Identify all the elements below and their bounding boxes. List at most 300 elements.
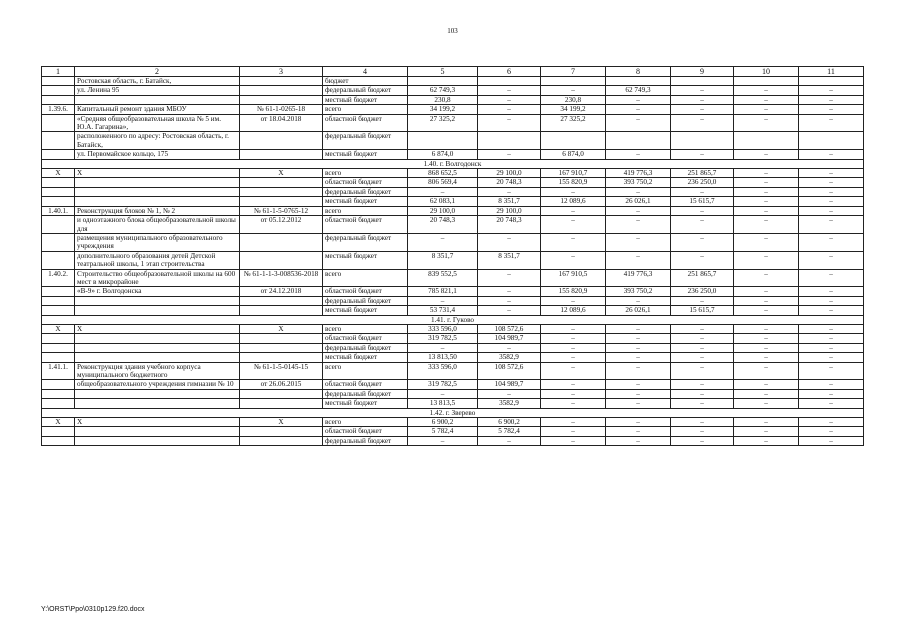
amount-cell: – xyxy=(606,399,671,408)
table-row xyxy=(42,178,864,187)
amount-cell: – xyxy=(478,86,541,95)
amount-cell: – xyxy=(541,343,606,352)
amount-cell: – xyxy=(799,287,864,296)
table-row xyxy=(42,197,864,206)
amount-cell: – xyxy=(799,427,864,436)
amount-cell: – xyxy=(734,233,799,251)
table-body xyxy=(42,77,864,446)
amount-cell: – xyxy=(606,95,671,104)
document-number-cell xyxy=(240,427,323,436)
funding-source-cell: местный бюджет xyxy=(323,353,408,362)
document-number-cell xyxy=(240,132,323,150)
amount-cell: 15 615,7 xyxy=(671,306,734,315)
amount-cell: – xyxy=(734,178,799,187)
amount-cell: – xyxy=(478,436,541,445)
amount-cell: 319 782,5 xyxy=(408,380,478,389)
amount-cell: 34 199,2 xyxy=(541,105,606,114)
funding-source-cell: всего xyxy=(323,362,408,380)
table-row xyxy=(42,169,864,178)
document-filename: Y:\ORST\Ppo\0310p129.f20.docx xyxy=(41,606,145,613)
amount-cell: 236 250,0 xyxy=(671,178,734,187)
table-row xyxy=(42,216,864,234)
amount-cell: – xyxy=(408,389,478,398)
amount-cell: – xyxy=(734,362,799,380)
object-name-cell: Строительство общеобразовательной школы на 600 мест в микрорайоне xyxy=(75,269,240,287)
item-number-cell xyxy=(42,427,75,436)
object-name-cell: Реконструкция здания учебного корпуса муниципального бюджетного xyxy=(75,362,240,380)
amount-cell: – xyxy=(734,169,799,178)
amount-cell: 27 325,2 xyxy=(408,114,478,132)
column-header: 11 xyxy=(799,67,864,77)
amount-cell: 12 089,6 xyxy=(541,306,606,315)
table-row xyxy=(42,427,864,436)
amount-cell: – xyxy=(541,206,606,215)
amount-cell: 6 874,0 xyxy=(541,150,606,159)
amount-cell: – xyxy=(671,343,734,352)
amount-cell: – xyxy=(478,287,541,296)
amount-cell: – xyxy=(734,399,799,408)
amount-cell: 5 782,4 xyxy=(408,427,478,436)
amount-cell: – xyxy=(734,418,799,427)
amount-cell: – xyxy=(799,353,864,362)
document-number-cell xyxy=(240,150,323,159)
amount-cell: – xyxy=(671,399,734,408)
document-number-cell xyxy=(240,95,323,104)
amount-cell: – xyxy=(734,206,799,215)
document-number-cell: № 61-1-5-0145-15 xyxy=(240,362,323,380)
amount-cell: – xyxy=(541,296,606,305)
object-name-cell xyxy=(75,95,240,104)
amount-cell: – xyxy=(671,105,734,114)
funding-source-cell: федеральный бюджет xyxy=(323,436,408,445)
section-header-row xyxy=(42,159,864,168)
amount-cell: – xyxy=(541,233,606,251)
funding-source-cell: областной бюджет xyxy=(323,114,408,132)
object-name-cell xyxy=(75,389,240,398)
amount-cell xyxy=(606,77,671,86)
amount-cell: – xyxy=(606,380,671,389)
table-row xyxy=(42,86,864,95)
amount-cell: – xyxy=(606,343,671,352)
section-title: 1.40. г. Волгодонск xyxy=(42,159,864,168)
amount-cell: – xyxy=(799,389,864,398)
amount-cell xyxy=(408,132,478,150)
amount-cell: 230,8 xyxy=(408,95,478,104)
amount-cell: – xyxy=(671,187,734,196)
amount-cell: – xyxy=(671,362,734,380)
document-number-cell xyxy=(240,233,323,251)
document-number-cell xyxy=(240,353,323,362)
amount-cell: 26 026,1 xyxy=(606,197,671,206)
amount-cell: 3582,9 xyxy=(478,353,541,362)
amount-cell: – xyxy=(734,105,799,114)
amount-cell: – xyxy=(734,353,799,362)
funding-source-cell: областной бюджет xyxy=(323,287,408,296)
amount-cell: – xyxy=(734,334,799,343)
amount-cell: – xyxy=(606,251,671,269)
amount-cell: 419 776,3 xyxy=(606,169,671,178)
amount-cell: – xyxy=(606,187,671,196)
amount-cell: – xyxy=(734,306,799,315)
item-number-cell xyxy=(42,353,75,362)
amount-cell: 13 813,50 xyxy=(408,353,478,362)
amount-cell: – xyxy=(799,114,864,132)
amount-cell: – xyxy=(671,324,734,333)
table-row xyxy=(42,324,864,333)
amount-cell: 53 731,4 xyxy=(408,306,478,315)
amount-cell: – xyxy=(478,233,541,251)
funding-source-cell: федеральный бюджет xyxy=(323,233,408,251)
table-row xyxy=(42,269,864,287)
item-number-cell: 1.41.1. xyxy=(42,362,75,380)
item-number-cell xyxy=(42,334,75,343)
amount-cell: – xyxy=(734,287,799,296)
amount-cell: – xyxy=(799,418,864,427)
funding-source-cell: местный бюджет xyxy=(323,399,408,408)
funding-source-cell: областной бюджет xyxy=(323,178,408,187)
funding-source-cell: всего xyxy=(323,169,408,178)
funding-source-cell: местный бюджет xyxy=(323,95,408,104)
table-row xyxy=(42,389,864,398)
document-number-cell: X xyxy=(240,169,323,178)
amount-cell: 12 089,6 xyxy=(541,197,606,206)
object-name-cell: Реконструкция блоков № 1, № 2 xyxy=(75,206,240,215)
document-number-cell xyxy=(240,296,323,305)
amount-cell: – xyxy=(408,343,478,352)
table-row xyxy=(42,418,864,427)
table-row xyxy=(42,187,864,196)
amount-cell: – xyxy=(734,197,799,206)
amount-cell: – xyxy=(606,334,671,343)
amount-cell: 104 989,7 xyxy=(478,380,541,389)
amount-cell: 15 615,7 xyxy=(671,197,734,206)
amount-cell: – xyxy=(606,436,671,445)
amount-cell: – xyxy=(541,216,606,234)
amount-cell: – xyxy=(671,334,734,343)
amount-cell: – xyxy=(478,306,541,315)
column-header: 2 xyxy=(75,67,240,77)
amount-cell xyxy=(408,77,478,86)
item-number-cell xyxy=(42,178,75,187)
amount-cell: – xyxy=(671,436,734,445)
amount-cell: – xyxy=(478,296,541,305)
table-row xyxy=(42,380,864,389)
column-header: 5 xyxy=(408,67,478,77)
table-row xyxy=(42,251,864,269)
funding-source-cell: всего xyxy=(323,269,408,287)
amount-cell: 419 776,3 xyxy=(606,269,671,287)
amount-cell: – xyxy=(734,216,799,234)
object-name-cell xyxy=(75,343,240,352)
amount-cell: – xyxy=(478,187,541,196)
amount-cell: 29 100,0 xyxy=(478,206,541,215)
amount-cell: – xyxy=(734,95,799,104)
section-title: 1.42. г. Зверево xyxy=(42,408,864,417)
amount-cell: 8 351,7 xyxy=(408,251,478,269)
amount-cell: – xyxy=(734,269,799,287)
table-row xyxy=(42,132,864,150)
funding-source-cell: областной бюджет xyxy=(323,334,408,343)
item-number-cell xyxy=(42,132,75,150)
column-header: 6 xyxy=(478,67,541,77)
amount-cell: – xyxy=(799,334,864,343)
amount-cell: 806 569,4 xyxy=(408,178,478,187)
amount-cell: – xyxy=(408,296,478,305)
amount-cell: – xyxy=(671,389,734,398)
table-row xyxy=(42,114,864,132)
amount-cell: 27 325,2 xyxy=(541,114,606,132)
amount-cell xyxy=(671,132,734,150)
budget-table-container xyxy=(41,66,863,446)
amount-cell: 108 572,6 xyxy=(478,362,541,380)
funding-source-cell: всего xyxy=(323,324,408,333)
amount-cell: – xyxy=(541,389,606,398)
amount-cell: 20 748,3 xyxy=(408,216,478,234)
funding-source-cell: федеральный бюджет xyxy=(323,132,408,150)
funding-source-cell: местный бюджет xyxy=(323,251,408,269)
object-name-cell: «В-9» г. Волгодонска xyxy=(75,287,240,296)
amount-cell: – xyxy=(541,334,606,343)
amount-cell: 319 782,5 xyxy=(408,334,478,343)
item-number-cell xyxy=(42,251,75,269)
amount-cell: 6 900,2 xyxy=(408,418,478,427)
amount-cell: – xyxy=(734,187,799,196)
document-number-cell xyxy=(240,399,323,408)
amount-cell: – xyxy=(606,362,671,380)
amount-cell: – xyxy=(734,343,799,352)
amount-cell xyxy=(541,77,606,86)
document-number-cell xyxy=(240,343,323,352)
amount-cell: – xyxy=(606,324,671,333)
item-number-cell xyxy=(42,77,75,86)
amount-cell xyxy=(799,77,864,86)
table-row xyxy=(42,105,864,114)
funding-source-cell: местный бюджет xyxy=(323,197,408,206)
amount-cell: 251 865,7 xyxy=(671,169,734,178)
document-number-cell: № 61-1-1-3-008536-2018 xyxy=(240,269,323,287)
document-number-cell xyxy=(240,197,323,206)
item-number-cell xyxy=(42,343,75,352)
section-header-row xyxy=(42,408,864,417)
amount-cell: 20 748,3 xyxy=(478,178,541,187)
object-name-cell: расположенного по адресу: Ростовская область, г. Батайск, xyxy=(75,132,240,150)
document-number-cell xyxy=(240,306,323,315)
object-name-cell: «Средняя общеобразовательная школа № 5 им. Ю.А. Гагарина», xyxy=(75,114,240,132)
item-number-cell xyxy=(42,380,75,389)
item-number-cell xyxy=(42,306,75,315)
amount-cell: – xyxy=(799,86,864,95)
object-name-cell: X xyxy=(75,324,240,333)
table-row xyxy=(42,343,864,352)
amount-cell: – xyxy=(799,362,864,380)
amount-cell: 333 596,0 xyxy=(408,324,478,333)
amount-cell: – xyxy=(606,389,671,398)
amount-cell: – xyxy=(671,418,734,427)
amount-cell: 62 749,3 xyxy=(408,86,478,95)
amount-cell: – xyxy=(541,324,606,333)
amount-cell xyxy=(478,132,541,150)
object-name-cell xyxy=(75,427,240,436)
funding-source-cell: всего xyxy=(323,105,408,114)
item-number-cell xyxy=(42,287,75,296)
amount-cell: – xyxy=(734,251,799,269)
amount-cell: – xyxy=(799,206,864,215)
object-name-cell xyxy=(75,296,240,305)
amount-cell: – xyxy=(541,436,606,445)
funding-source-cell: всего xyxy=(323,206,408,215)
amount-cell: – xyxy=(799,343,864,352)
amount-cell: – xyxy=(799,296,864,305)
amount-cell: – xyxy=(671,251,734,269)
amount-cell: – xyxy=(541,418,606,427)
amount-cell: 29 100,0 xyxy=(478,169,541,178)
object-name-cell xyxy=(75,197,240,206)
item-number-cell: 1.40.1. xyxy=(42,206,75,215)
amount-cell: – xyxy=(799,380,864,389)
item-number-cell xyxy=(42,436,75,445)
funding-source-cell: областной бюджет xyxy=(323,216,408,234)
amount-cell: – xyxy=(734,427,799,436)
table-row xyxy=(42,362,864,380)
document-number-cell: X xyxy=(240,418,323,427)
amount-cell: 230,8 xyxy=(541,95,606,104)
object-name-cell xyxy=(75,334,240,343)
amount-cell: – xyxy=(478,150,541,159)
amount-cell: 5 782,4 xyxy=(478,427,541,436)
table-row xyxy=(42,436,864,445)
amount-cell: – xyxy=(799,436,864,445)
amount-cell: – xyxy=(606,105,671,114)
object-name-cell xyxy=(75,436,240,445)
item-number-cell: X xyxy=(42,324,75,333)
item-number-cell xyxy=(42,399,75,408)
document-number-cell xyxy=(240,251,323,269)
funding-source-cell: областной бюджет xyxy=(323,380,408,389)
table-row xyxy=(42,399,864,408)
amount-cell: – xyxy=(799,233,864,251)
item-number-cell: X xyxy=(42,169,75,178)
section-header-row xyxy=(42,315,864,324)
amount-cell: – xyxy=(734,380,799,389)
amount-cell: – xyxy=(606,216,671,234)
amount-cell: 839 552,5 xyxy=(408,269,478,287)
amount-cell: 6 900,2 xyxy=(478,418,541,427)
amount-cell: – xyxy=(478,343,541,352)
item-number-cell xyxy=(42,95,75,104)
amount-cell: 62 083,1 xyxy=(408,197,478,206)
amount-cell: – xyxy=(734,324,799,333)
amount-cell: 868 652,5 xyxy=(408,169,478,178)
document-number-cell: от 24.12.2018 xyxy=(240,287,323,296)
amount-cell: – xyxy=(799,95,864,104)
object-name-cell: Ростовская область, г. Батайск, xyxy=(75,77,240,86)
amount-cell: 3582,9 xyxy=(478,399,541,408)
item-number-cell: 1.39.6. xyxy=(42,105,75,114)
item-number-cell: 1.40.2. xyxy=(42,269,75,287)
item-number-cell xyxy=(42,296,75,305)
amount-cell xyxy=(734,132,799,150)
funding-source-cell: федеральный бюджет xyxy=(323,187,408,196)
amount-cell: – xyxy=(606,353,671,362)
amount-cell: – xyxy=(799,324,864,333)
table-row xyxy=(42,287,864,296)
column-header: 9 xyxy=(671,67,734,77)
funding-source-cell: местный бюджет xyxy=(323,150,408,159)
amount-cell: – xyxy=(606,114,671,132)
item-number-cell xyxy=(42,389,75,398)
amount-cell: 393 750,2 xyxy=(606,287,671,296)
amount-cell: – xyxy=(541,86,606,95)
object-name-cell xyxy=(75,399,240,408)
amount-cell: – xyxy=(799,178,864,187)
table-row xyxy=(42,95,864,104)
amount-cell: 34 199,2 xyxy=(408,105,478,114)
amount-cell: – xyxy=(606,150,671,159)
amount-cell: – xyxy=(671,216,734,234)
amount-cell: – xyxy=(799,269,864,287)
amount-cell: – xyxy=(734,436,799,445)
table-row xyxy=(42,77,864,86)
amount-cell: – xyxy=(799,399,864,408)
object-name-cell xyxy=(75,178,240,187)
amount-cell: – xyxy=(408,233,478,251)
amount-cell xyxy=(478,77,541,86)
amount-cell: 236 250,0 xyxy=(671,287,734,296)
table-row xyxy=(42,150,864,159)
amount-cell xyxy=(734,77,799,86)
amount-cell: 6 874,0 xyxy=(408,150,478,159)
object-name-cell: дополнительного образования детей Детской театральной школы, 1 этап строительства xyxy=(75,251,240,269)
section-title: 1.41. г. Гуково xyxy=(42,315,864,324)
amount-cell: – xyxy=(671,86,734,95)
amount-cell: – xyxy=(799,169,864,178)
document-number-cell: X xyxy=(240,324,323,333)
amount-cell: 155 820,9 xyxy=(541,178,606,187)
amount-cell: – xyxy=(671,233,734,251)
amount-cell: – xyxy=(671,114,734,132)
object-name-cell: и одноэтажного блока общеобразовательной школы для xyxy=(75,216,240,234)
amount-cell: – xyxy=(408,436,478,445)
document-number-cell: от 26.06.2015 xyxy=(240,380,323,389)
amount-cell: 251 865,7 xyxy=(671,269,734,287)
page-number: 103 xyxy=(447,27,458,35)
amount-cell: – xyxy=(408,187,478,196)
item-number-cell xyxy=(42,197,75,206)
amount-cell xyxy=(541,132,606,150)
table-row xyxy=(42,206,864,215)
amount-cell: 333 596,0 xyxy=(408,362,478,380)
amount-cell: 167 910,7 xyxy=(541,169,606,178)
funding-source-cell: всего xyxy=(323,418,408,427)
amount-cell: 104 989,7 xyxy=(478,334,541,343)
amount-cell: – xyxy=(734,86,799,95)
document-number-cell: № 61-1-5-0765-12 xyxy=(240,206,323,215)
object-name-cell xyxy=(75,187,240,196)
amount-cell: – xyxy=(799,251,864,269)
amount-cell: 108 572,6 xyxy=(478,324,541,333)
amount-cell: – xyxy=(799,216,864,234)
amount-cell: – xyxy=(541,427,606,436)
amount-cell: 155 820,9 xyxy=(541,287,606,296)
amount-cell: – xyxy=(541,353,606,362)
amount-cell xyxy=(671,77,734,86)
amount-cell: 26 026,1 xyxy=(606,306,671,315)
amount-cell: – xyxy=(734,114,799,132)
amount-cell: – xyxy=(671,206,734,215)
amount-cell: – xyxy=(799,306,864,315)
amount-cell: – xyxy=(799,150,864,159)
amount-cell: – xyxy=(734,389,799,398)
